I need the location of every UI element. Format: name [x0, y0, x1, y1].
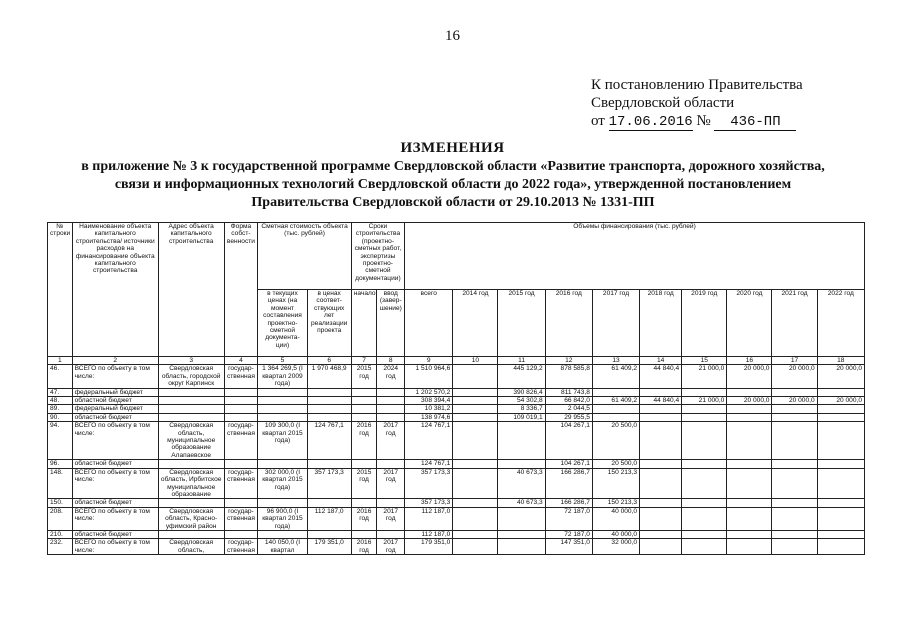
table-row	[48, 388, 865, 396]
table-cell: 2024 год	[377, 365, 405, 388]
table-cell	[351, 499, 377, 507]
table-cell: 1 202 570,2	[405, 388, 453, 396]
table-cell	[498, 507, 545, 530]
table-cell	[682, 413, 727, 421]
table-cell	[727, 413, 772, 421]
table-cell	[682, 539, 727, 555]
table-cell: 2017 год	[377, 468, 405, 499]
row-number-cell: 90.	[48, 413, 73, 421]
table-cell: 61 409,2	[592, 365, 639, 388]
table-cell	[258, 413, 307, 421]
table-cell	[817, 530, 864, 538]
table-cell	[351, 413, 377, 421]
table-cell: 357 173,3	[405, 499, 453, 507]
table-cell	[640, 405, 682, 413]
header-year: 2014 год	[453, 290, 498, 357]
table-row	[48, 539, 865, 555]
column-number-cell: 14	[640, 357, 682, 365]
table-cell: 2015 год	[351, 468, 377, 499]
table-cell: 2 044,5	[545, 405, 592, 413]
table-cell: 811 743,8	[545, 388, 592, 396]
table-cell	[453, 460, 498, 468]
table-cell: 1 970 468,9	[307, 365, 351, 388]
row-name-cell: областной бюджет	[72, 397, 158, 405]
column-number-cell: 10	[453, 357, 498, 365]
table-body	[48, 365, 865, 555]
table-cell	[453, 413, 498, 421]
row-number-cell: 89.	[48, 405, 73, 413]
table-cell	[307, 530, 351, 538]
table-cell	[224, 397, 258, 405]
table-cell	[351, 405, 377, 413]
row-number-cell: 232.	[48, 539, 73, 555]
table-cell: 2016 год	[351, 539, 377, 555]
column-number-cell: 12	[545, 357, 592, 365]
row-name-cell: областной бюджет	[72, 413, 158, 421]
table-cell	[307, 499, 351, 507]
table-cell: 44 840,4	[640, 365, 682, 388]
financing-table	[47, 222, 865, 555]
table-cell	[351, 388, 377, 396]
table-row	[48, 413, 865, 421]
table-cell: 21 000,0	[682, 365, 727, 388]
table-cell	[640, 530, 682, 538]
row-name-cell: ВСЕГО по объекту в том числе:	[72, 365, 158, 388]
table-cell	[158, 530, 224, 538]
table-cell	[158, 460, 224, 468]
approval-date: 17.06.2016	[608, 114, 693, 130]
table-cell: 147 351,0	[545, 539, 592, 555]
table-cell	[307, 460, 351, 468]
table-cell	[258, 460, 307, 468]
header-address: Адрес объекта капитального строительства	[158, 223, 224, 357]
table-cell	[351, 460, 377, 468]
table-cell: 124 767,1	[405, 460, 453, 468]
table-cell	[224, 388, 258, 396]
table-cell: 2015 год	[351, 365, 377, 388]
column-number-cell: 8	[377, 357, 405, 365]
row-number-cell: 48.	[48, 397, 73, 405]
table-cell	[682, 422, 727, 460]
table-row	[48, 507, 865, 530]
document-title: ИЗМЕНЕНИЯ	[400, 140, 505, 156]
table-cell	[258, 405, 307, 413]
table-cell	[498, 530, 545, 538]
table-cell: 72 187,0	[545, 507, 592, 530]
table-cell	[307, 388, 351, 396]
table-cell	[498, 422, 545, 460]
approval-line-1: К постановлению Правительства	[591, 77, 803, 93]
approval-block	[591, 76, 803, 131]
table-cell: 104 267,1	[545, 460, 592, 468]
table-cell: 140 050,0 (I квартал	[258, 539, 307, 555]
table-cell	[640, 539, 682, 555]
table-cell: 54 302,8	[498, 397, 545, 405]
table-row	[48, 460, 865, 468]
table-cell	[351, 397, 377, 405]
table-cell	[772, 460, 817, 468]
row-number-cell: 208.	[48, 507, 73, 530]
table-cell	[727, 499, 772, 507]
table-cell: 109 019,1	[498, 413, 545, 421]
table-cell	[307, 405, 351, 413]
table-cell	[377, 388, 405, 396]
header-year: 2021 год	[772, 290, 817, 357]
table-cell	[453, 530, 498, 538]
table-cell	[453, 422, 498, 460]
table-cell	[817, 460, 864, 468]
header-year: 2016 год	[545, 290, 592, 357]
column-number-cell: 9	[405, 357, 453, 365]
table-cell	[727, 539, 772, 555]
table-cell	[727, 405, 772, 413]
header-cost: Сметная стоимость объекта (тыс. рублей)	[258, 223, 351, 290]
table-cell: государ-ственная	[224, 468, 258, 499]
table-cell: 20 000,0	[772, 365, 817, 388]
header-cost-actual: в ценах соответ-ствующих лет реализации проекта	[307, 290, 351, 357]
table-cell	[772, 507, 817, 530]
column-number-cell: 13	[592, 357, 639, 365]
table-row	[48, 422, 865, 460]
table-cell: 96 900,0 (I квартал 2015 года)	[258, 507, 307, 530]
table-cell: 166 286,7	[545, 499, 592, 507]
table-cell	[258, 397, 307, 405]
table-cell: 20 000,0	[817, 397, 864, 405]
table-cell: 10 381,2	[405, 405, 453, 413]
table-cell: 1 364 269,5 (I квартал 2009 года)	[258, 365, 307, 388]
page-number: 16	[445, 28, 460, 44]
row-name-cell: областной бюджет	[72, 499, 158, 507]
table-cell: 2016 год	[351, 507, 377, 530]
column-number-cell: 18	[817, 357, 864, 365]
table-cell: 66 842,0	[545, 397, 592, 405]
table-cell: 166 286,7	[545, 468, 592, 499]
table-cell	[158, 397, 224, 405]
table-cell	[453, 365, 498, 388]
table-cell: 8 336,7	[498, 405, 545, 413]
table-cell: 40 673,3	[498, 499, 545, 507]
table-cell	[640, 413, 682, 421]
table-cell	[258, 388, 307, 396]
table-cell	[592, 405, 639, 413]
table-cell: 20 500,0	[592, 422, 639, 460]
column-number-row	[48, 357, 865, 365]
table-row	[48, 499, 865, 507]
table-cell: 150 213,3	[592, 468, 639, 499]
table-cell: государ-ственная	[224, 539, 258, 555]
approval-number: 436-ПП	[714, 115, 796, 131]
table-cell	[377, 460, 405, 468]
table-cell	[772, 422, 817, 460]
table-cell	[158, 405, 224, 413]
table-cell	[727, 507, 772, 530]
table-cell: 20 500,0	[592, 460, 639, 468]
table-cell	[307, 397, 351, 405]
table-row	[48, 405, 865, 413]
table-cell	[772, 405, 817, 413]
table-cell	[772, 388, 817, 396]
table-cell: 138 974,6	[405, 413, 453, 421]
row-name-cell: ВСЕГО по объекту в том числе:	[72, 422, 158, 460]
table-cell	[727, 460, 772, 468]
table-cell: 20 000,0	[817, 365, 864, 388]
approval-from-label: от	[591, 113, 605, 129]
header-year: 2017 год	[592, 290, 639, 357]
table-cell	[158, 413, 224, 421]
table-cell: 308 394,4	[405, 397, 453, 405]
table-cell	[158, 499, 224, 507]
table-cell: 124 767,1	[405, 422, 453, 460]
table-cell	[453, 499, 498, 507]
table-cell: 179 351,0	[307, 539, 351, 555]
table-cell	[772, 539, 817, 555]
column-number-cell: 6	[307, 357, 351, 365]
table-cell	[592, 388, 639, 396]
column-number-cell: 2	[72, 357, 158, 365]
table-cell: 179 351,0	[405, 539, 453, 555]
row-name-cell: областной бюджет	[72, 460, 158, 468]
table-cell: 40 000,0	[592, 530, 639, 538]
table-cell: 2017 год	[377, 422, 405, 460]
column-number-cell: 17	[772, 357, 817, 365]
row-name-cell: ВСЕГО по объекту в том числе:	[72, 507, 158, 530]
table-cell	[682, 460, 727, 468]
approval-number-label: №	[696, 113, 711, 129]
table-cell	[224, 499, 258, 507]
table-cell	[453, 397, 498, 405]
column-number-cell: 5	[258, 357, 307, 365]
table-cell: 124 767,1	[307, 422, 351, 460]
row-name-cell: ВСЕГО по объекту в том числе:	[72, 468, 158, 499]
header-row-no: № строки	[48, 223, 73, 357]
header-year: 2018 год	[640, 290, 682, 357]
header-name: Наименование объекта капитального строительства/ источники расходов на финансирование объекта капитального строительства	[72, 223, 158, 357]
table-cell: 61 409,2	[592, 397, 639, 405]
document-subtitle: в приложение № 3 к государственной программе Свердловской области «Развитие транспорта, дорожного хозяйства, связи и информационных технологий Свердловской области до 2022 года», утвержденной постановлением Правительства Свердловской области от 29.10.2013 № 1331-ПП	[81, 159, 825, 210]
table-cell	[224, 405, 258, 413]
table-cell	[817, 413, 864, 421]
table-cell	[224, 530, 258, 538]
table-cell	[377, 499, 405, 507]
table-cell: 112 187,0	[405, 507, 453, 530]
table-cell: Свердловская область, Красно-уфимский район	[158, 507, 224, 530]
table-cell: 112 187,0	[307, 507, 351, 530]
table-cell	[817, 388, 864, 396]
table-cell	[817, 422, 864, 460]
table-cell: государ-ственная	[224, 365, 258, 388]
table-cell: 109 300,0 (I квартал 2015 года)	[258, 422, 307, 460]
table-cell	[377, 405, 405, 413]
column-number-cell: 7	[351, 357, 377, 365]
table-cell	[640, 468, 682, 499]
table-row	[48, 365, 865, 388]
header-year: 2015 год	[498, 290, 545, 357]
table-cell	[682, 507, 727, 530]
table-cell: 21 000,0	[682, 397, 727, 405]
column-number-cell: 16	[727, 357, 772, 365]
table-cell	[727, 468, 772, 499]
table-cell	[682, 468, 727, 499]
column-number-cell: 15	[682, 357, 727, 365]
header-end: ввод (завер-шение)	[377, 290, 405, 357]
table-cell	[640, 422, 682, 460]
table-cell: 302 000,0 (I квартал 2015 года)	[258, 468, 307, 499]
row-number-cell: 210.	[48, 530, 73, 538]
table-cell	[727, 422, 772, 460]
table-cell	[640, 460, 682, 468]
table-cell	[727, 530, 772, 538]
table-cell: 390 826,4	[498, 388, 545, 396]
table-cell: 104 267,1	[545, 422, 592, 460]
row-number-cell: 150.	[48, 499, 73, 507]
table-cell: Свердловская область, муниципальное образование Алапаевское	[158, 422, 224, 460]
table-cell	[772, 530, 817, 538]
table-cell	[640, 499, 682, 507]
table-cell: Свердловская область, городской округ Карпинск	[158, 365, 224, 388]
row-number-cell: 96.	[48, 460, 73, 468]
table-row	[48, 530, 865, 538]
approval-line-3	[591, 112, 803, 131]
table-cell	[258, 530, 307, 538]
table-cell: 40 000,0	[592, 507, 639, 530]
approval-line-2: Свердловской области	[591, 95, 735, 111]
table-row	[48, 397, 865, 405]
table-cell	[453, 468, 498, 499]
table-cell	[498, 539, 545, 555]
table-cell	[640, 507, 682, 530]
header-terms: Сроки строительства (проектно-сметных работ, экспертизы проектно-сметной документации)	[351, 223, 404, 290]
table-cell	[817, 507, 864, 530]
table-cell: государ-ственная	[224, 507, 258, 530]
table-cell	[224, 413, 258, 421]
table-cell	[307, 413, 351, 421]
row-number-cell: 148.	[48, 468, 73, 499]
table-cell: 40 673,3	[498, 468, 545, 499]
table-cell	[377, 397, 405, 405]
table-row	[48, 468, 865, 499]
table-cell	[682, 405, 727, 413]
header-year: 2022 год	[817, 290, 864, 357]
table-cell: 1 510 964,6	[405, 365, 453, 388]
row-number-cell: 46.	[48, 365, 73, 388]
table-cell: Свердловская область,	[158, 539, 224, 555]
table-cell	[682, 530, 727, 538]
table-cell: 20 000,0	[727, 397, 772, 405]
header-ownership: Форма собст-венности	[224, 223, 258, 357]
column-number-cell: 3	[158, 357, 224, 365]
row-name-cell: федеральный бюджет	[72, 405, 158, 413]
table-cell	[224, 460, 258, 468]
column-number-cell: 4	[224, 357, 258, 365]
table-cell: 20 000,0	[727, 365, 772, 388]
table-cell: 2017 год	[377, 507, 405, 530]
table-cell: 357 173,3	[405, 468, 453, 499]
header-total: всего	[405, 290, 453, 357]
table-cell	[258, 499, 307, 507]
table-cell	[727, 388, 772, 396]
row-number-cell: 94.	[48, 422, 73, 460]
table-header-row-1	[48, 223, 865, 290]
table-cell	[682, 388, 727, 396]
row-name-cell: ВСЕГО по объекту в том числе:	[72, 539, 158, 555]
table-cell	[453, 405, 498, 413]
header-year: 2019 год	[682, 290, 727, 357]
table-cell: 112 187,0	[405, 530, 453, 538]
table-cell	[817, 499, 864, 507]
table-cell	[453, 507, 498, 530]
table-cell: 20 000,0	[772, 397, 817, 405]
table-cell	[772, 499, 817, 507]
table-cell	[377, 530, 405, 538]
table-cell	[817, 539, 864, 555]
table-cell	[772, 413, 817, 421]
table-cell: Свердловская область, Ирбитское муниципальное образование	[158, 468, 224, 499]
table-cell	[772, 468, 817, 499]
table-cell: 29 955,5	[545, 413, 592, 421]
table-cell: 878 585,8	[545, 365, 592, 388]
table-cell: 32 000,0	[592, 539, 639, 555]
row-name-cell: областной бюджет	[72, 530, 158, 538]
table-cell	[682, 499, 727, 507]
table-cell	[498, 460, 545, 468]
table-cell: 357 173,3	[307, 468, 351, 499]
row-number-cell: 47.	[48, 388, 73, 396]
table-cell	[158, 388, 224, 396]
table-cell	[453, 388, 498, 396]
table-cell: 445 129,2	[498, 365, 545, 388]
table-cell	[377, 413, 405, 421]
table-cell	[640, 388, 682, 396]
header-financing: Объемы финансирования (тыс. рублей)	[405, 223, 865, 290]
header-year: 2020 год	[727, 290, 772, 357]
table-cell	[351, 530, 377, 538]
table-cell: 2017 год	[377, 539, 405, 555]
column-number-cell: 1	[48, 357, 73, 365]
table-cell	[817, 468, 864, 499]
header-start: начало	[351, 290, 377, 357]
table-cell: государ-ственная	[224, 422, 258, 460]
table-cell	[592, 413, 639, 421]
table-cell	[453, 539, 498, 555]
column-number-cell: 11	[498, 357, 545, 365]
header-cost-current: в текущих ценах (на момент составления проектно-сметной документа-ции)	[258, 290, 307, 357]
table-cell: 44 840,4	[640, 397, 682, 405]
table-cell: 72 187,0	[545, 530, 592, 538]
table-cell: 150 213,3	[592, 499, 639, 507]
row-name-cell: федеральный бюджет	[72, 388, 158, 396]
table-cell: 2016 год	[351, 422, 377, 460]
table-cell	[817, 405, 864, 413]
